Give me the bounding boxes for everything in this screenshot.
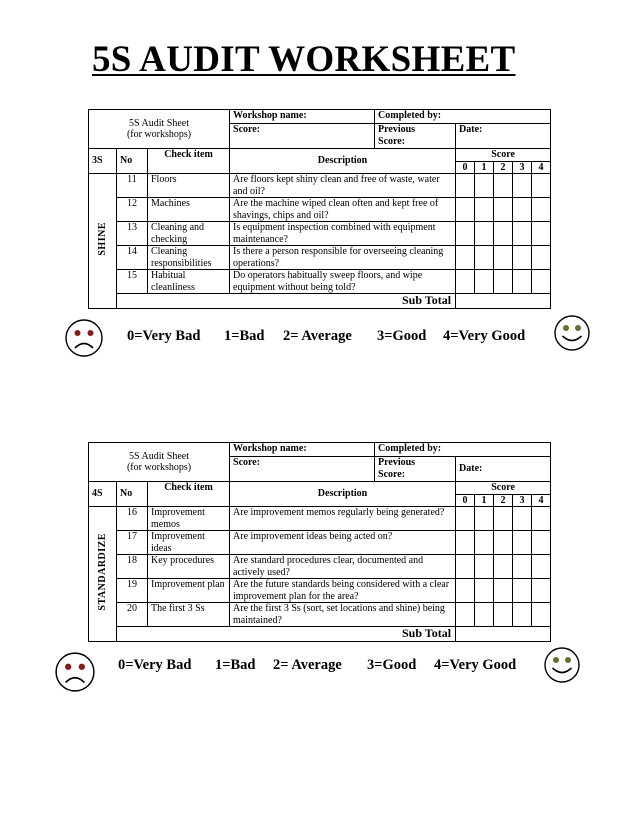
legend-good: 3=Good bbox=[367, 657, 417, 673]
check-item: Improvement ideas bbox=[148, 531, 230, 555]
score-cell-3[interactable] bbox=[513, 174, 532, 198]
check-item: Cleaning and checking bbox=[148, 222, 230, 246]
score-header-0: 0 bbox=[456, 161, 475, 174]
table-row bbox=[89, 246, 551, 270]
score-cell-4[interactable] bbox=[532, 246, 551, 270]
legend-good: 3=Good bbox=[377, 328, 427, 344]
description: Are improvement ideas being acted on? bbox=[230, 531, 456, 555]
score-cell-2[interactable] bbox=[494, 174, 513, 198]
score-cell-4[interactable] bbox=[532, 198, 551, 222]
score-header-4: 4 bbox=[532, 494, 551, 507]
sad-face-icon bbox=[54, 651, 96, 693]
check-item: Habitual cleanliness bbox=[148, 270, 230, 294]
score-cell-0[interactable] bbox=[456, 603, 475, 627]
score-cell-2[interactable] bbox=[494, 531, 513, 555]
score-cell-0[interactable] bbox=[456, 246, 475, 270]
score-cell-0[interactable] bbox=[456, 198, 475, 222]
score-cell-4[interactable] bbox=[532, 603, 551, 627]
score-cell-2[interactable] bbox=[494, 222, 513, 246]
score-cell-0[interactable] bbox=[456, 579, 475, 603]
workshop-name-field[interactable]: Workshop name: bbox=[230, 110, 375, 124]
score-cell-3[interactable] bbox=[513, 531, 532, 555]
legend-very-bad: 0=Very Bad bbox=[127, 328, 201, 344]
sheet-label: 5S Audit Sheet (for workshops) bbox=[89, 443, 230, 482]
table-row bbox=[89, 198, 551, 222]
check-item: Machines bbox=[148, 198, 230, 222]
section-label-shine: SHINE bbox=[89, 174, 117, 309]
row-number: 19 bbox=[117, 579, 148, 603]
check-item: The first 3 Ss bbox=[148, 603, 230, 627]
audit-table-standardize bbox=[88, 442, 551, 642]
table-row bbox=[89, 507, 551, 531]
check-item: Key procedures bbox=[148, 555, 230, 579]
legend-very-good: 4=Very Good bbox=[434, 657, 517, 673]
score-field[interactable]: Score: bbox=[230, 457, 375, 482]
subtotal-row bbox=[89, 627, 551, 642]
legend-very-bad: 0=Very Bad bbox=[118, 657, 192, 673]
date-field[interactable]: Date: bbox=[456, 124, 551, 149]
legend-very-good: 4=Very Good bbox=[443, 328, 526, 344]
score-field[interactable]: Score: bbox=[230, 124, 375, 149]
table-row bbox=[89, 174, 551, 198]
score-header-1: 1 bbox=[475, 161, 494, 174]
score-cell-1[interactable] bbox=[475, 246, 494, 270]
score-legend bbox=[127, 328, 547, 346]
score-cell-1[interactable] bbox=[475, 174, 494, 198]
score-cell-1[interactable] bbox=[475, 507, 494, 531]
row-number: 11 bbox=[117, 174, 148, 198]
table-row bbox=[89, 555, 551, 579]
score-cell-4[interactable] bbox=[532, 174, 551, 198]
check-item: Improvement memos bbox=[148, 507, 230, 531]
description: Are the machine wiped clean often and kept free of shavings, chips and oil? bbox=[230, 198, 456, 222]
score-cell-4[interactable] bbox=[532, 579, 551, 603]
score-cell-3[interactable] bbox=[513, 603, 532, 627]
check-item: Improvement plan bbox=[148, 579, 230, 603]
check-item: Floors bbox=[148, 174, 230, 198]
score-cell-3[interactable] bbox=[513, 222, 532, 246]
row-number: 16 bbox=[117, 507, 148, 531]
description: Are floors kept shiny clean and free of waste, water and oil? bbox=[230, 174, 456, 198]
score-cell-2[interactable] bbox=[494, 198, 513, 222]
date-field[interactable]: Date: bbox=[456, 457, 551, 482]
subtotal-label: Sub Total bbox=[117, 627, 456, 642]
score-cell-1[interactable] bbox=[475, 198, 494, 222]
row-number: 13 bbox=[117, 222, 148, 246]
score-cell-3[interactable] bbox=[513, 507, 532, 531]
description: Is there a person responsible for overseeing cleaning operations? bbox=[230, 246, 456, 270]
row-number: 18 bbox=[117, 555, 148, 579]
score-cell-0[interactable] bbox=[456, 555, 475, 579]
col-header-score: Score bbox=[456, 149, 551, 162]
description: Are the first 3 Ss (sort, set locations and shine) being maintained? bbox=[230, 603, 456, 627]
score-cell-2[interactable] bbox=[494, 555, 513, 579]
score-cell-1[interactable] bbox=[475, 603, 494, 627]
score-cell-0[interactable] bbox=[456, 174, 475, 198]
subtotal-label: Sub Total bbox=[117, 294, 456, 309]
col-header-description: Description bbox=[230, 482, 456, 507]
score-cell-1[interactable] bbox=[475, 222, 494, 246]
row-number: 14 bbox=[117, 246, 148, 270]
smiley-face-icon bbox=[553, 314, 591, 352]
previous-score-field[interactable]: Previous Score: bbox=[375, 124, 456, 149]
table-row bbox=[89, 603, 551, 627]
score-cell-1[interactable] bbox=[475, 555, 494, 579]
description: Are the future standards being considered with a clear improvement plan for the area? bbox=[230, 579, 456, 603]
sad-face-icon bbox=[64, 318, 104, 358]
table-row bbox=[89, 222, 551, 246]
page-title: 5S AUDIT WORKSHEET bbox=[92, 39, 516, 80]
row-number: 17 bbox=[117, 531, 148, 555]
score-header-4: 4 bbox=[532, 161, 551, 174]
score-cell-2[interactable] bbox=[494, 603, 513, 627]
score-cell-2[interactable] bbox=[494, 246, 513, 270]
score-cell-4[interactable] bbox=[532, 555, 551, 579]
table-row bbox=[89, 579, 551, 603]
col-header-score: Score bbox=[456, 482, 551, 495]
subtotal-value[interactable] bbox=[456, 627, 551, 642]
score-cell-0[interactable] bbox=[456, 222, 475, 246]
score-cell-0[interactable] bbox=[456, 507, 475, 531]
score-cell-0[interactable] bbox=[456, 270, 475, 294]
completed-by-field[interactable]: Completed by: bbox=[375, 110, 551, 124]
score-cell-3[interactable] bbox=[513, 246, 532, 270]
score-cell-4[interactable] bbox=[532, 531, 551, 555]
check-item: Cleaning responsibilities bbox=[148, 246, 230, 270]
score-cell-3[interactable] bbox=[513, 198, 532, 222]
legend-bad: 1=Bad bbox=[215, 657, 256, 673]
workshop-name-field[interactable]: Workshop name: bbox=[230, 443, 375, 457]
subtotal-value[interactable] bbox=[456, 294, 551, 309]
score-cell-4[interactable] bbox=[532, 222, 551, 246]
audit-table-shine bbox=[88, 109, 551, 309]
score-cell-4[interactable] bbox=[532, 270, 551, 294]
col-header-no: No bbox=[117, 482, 148, 507]
legend-average: 2= Average bbox=[273, 657, 342, 673]
description: Do operators habitually sweep floors, and wipe equipment without being told? bbox=[230, 270, 456, 294]
score-cell-3[interactable] bbox=[513, 555, 532, 579]
score-cell-3[interactable] bbox=[513, 579, 532, 603]
score-cell-2[interactable] bbox=[494, 579, 513, 603]
score-header-2: 2 bbox=[494, 494, 513, 507]
description: Is equipment inspection combined with equipment maintenance? bbox=[230, 222, 456, 246]
score-header-2: 2 bbox=[494, 161, 513, 174]
score-header-3: 3 bbox=[513, 494, 532, 507]
row-number: 15 bbox=[117, 270, 148, 294]
score-cell-2[interactable] bbox=[494, 507, 513, 531]
row-number: 20 bbox=[117, 603, 148, 627]
legend-average: 2= Average bbox=[283, 328, 352, 344]
description: Are standard procedures clear, documented and actively used? bbox=[230, 555, 456, 579]
table-row bbox=[89, 270, 551, 294]
legend-bad: 1=Bad bbox=[224, 328, 265, 344]
table-row bbox=[89, 531, 551, 555]
completed-by-field[interactable]: Completed by: bbox=[375, 443, 551, 457]
sheet-label: 5S Audit Sheet (for workshops) bbox=[89, 110, 230, 149]
col-header-no: No bbox=[117, 149, 148, 174]
score-header-0: 0 bbox=[456, 494, 475, 507]
subtotal-row bbox=[89, 294, 551, 309]
col-header-check-item: Check item bbox=[148, 149, 230, 174]
score-cell-1[interactable] bbox=[475, 531, 494, 555]
score-header-1: 1 bbox=[475, 494, 494, 507]
score-cell-1[interactable] bbox=[475, 579, 494, 603]
row-number: 12 bbox=[117, 198, 148, 222]
previous-score-field[interactable]: Previous Score: bbox=[375, 457, 456, 482]
score-cell-0[interactable] bbox=[456, 531, 475, 555]
score-cell-1[interactable] bbox=[475, 270, 494, 294]
score-cell-2[interactable] bbox=[494, 270, 513, 294]
section-label-standardize: STANDARDIZE bbox=[89, 507, 117, 642]
score-legend bbox=[118, 657, 538, 675]
smiley-face-icon bbox=[543, 646, 581, 684]
score-cell-4[interactable] bbox=[532, 507, 551, 531]
description: Are improvement memos regularly being generated? bbox=[230, 507, 456, 531]
col-header-3s: 3S bbox=[89, 149, 117, 174]
col-header-description: Description bbox=[230, 149, 456, 174]
col-header-check-item: Check item bbox=[148, 482, 230, 507]
score-header-3: 3 bbox=[513, 161, 532, 174]
score-cell-3[interactable] bbox=[513, 270, 532, 294]
col-header-4s: 4S bbox=[89, 482, 117, 507]
